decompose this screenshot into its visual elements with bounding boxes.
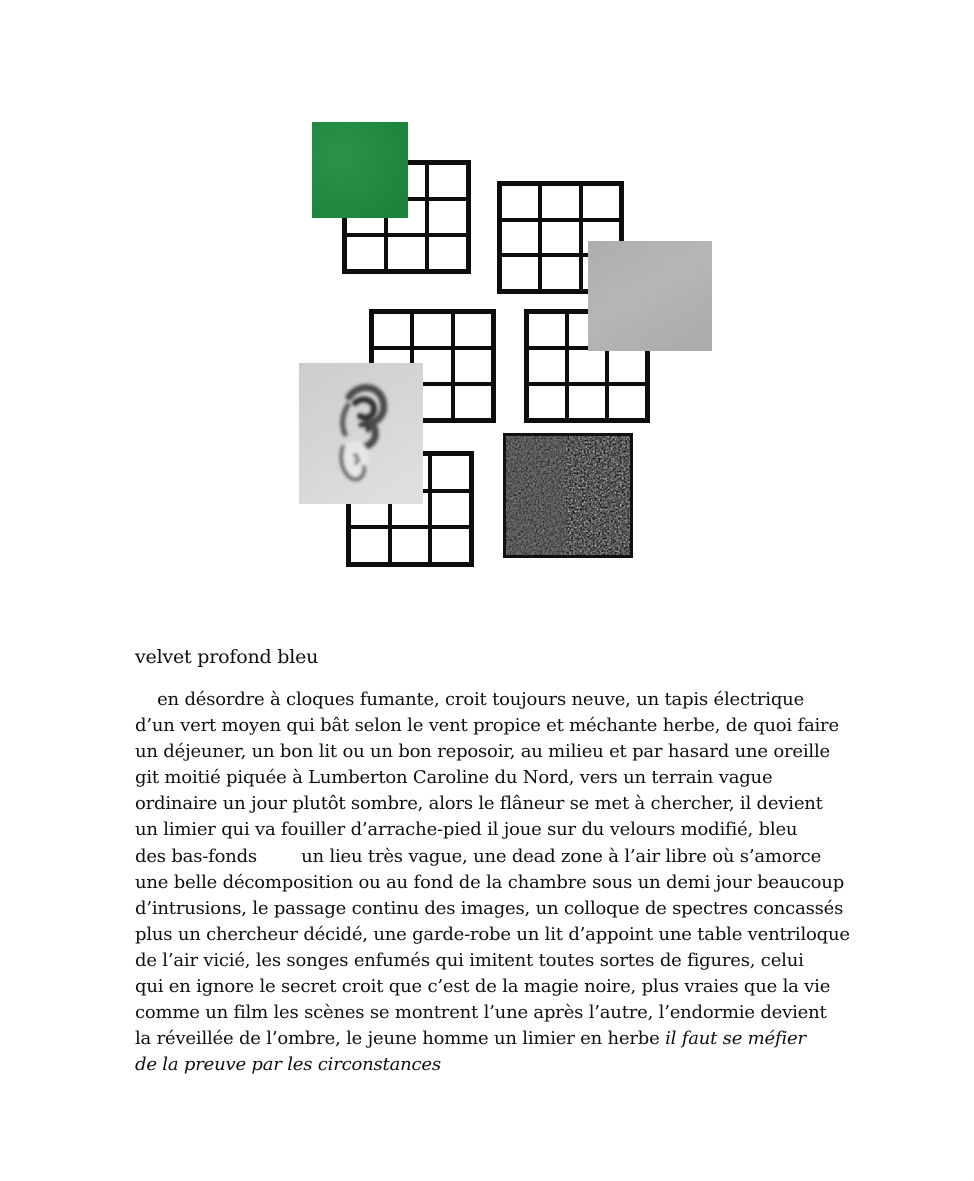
grid-cell	[455, 386, 491, 418]
poem-line: comme un film les scènes se montrent l’une après l’autre, l’endormie devient	[135, 1002, 827, 1024]
poem-block	[135, 646, 915, 1078]
poem-line: un déjeuner, un bon lit ou un bon reposoir, au milieu et par hasard une oreille	[135, 741, 830, 763]
grid-cell	[502, 186, 538, 218]
grid-cell	[429, 165, 466, 197]
poem-text	[135, 687, 915, 1078]
grid-cell	[432, 493, 469, 526]
poem-line: la réveillée de l’ombre, le jeune homme un limier en herbe il faut se méfier	[135, 1028, 806, 1050]
grid-cell	[351, 529, 388, 562]
gray-square	[588, 241, 712, 351]
grid-cell	[388, 237, 425, 269]
poem-line: de l’air vicié, les songes enfumés qui imitent toutes sortes de figures, celui	[135, 949, 804, 971]
grid-cell	[529, 386, 565, 418]
grid-cell	[414, 314, 450, 346]
poem-line: des bas-fonds un lieu très vague, une dead zone à l’air libre où s’amorce	[135, 845, 822, 867]
grid-cell	[374, 314, 410, 346]
poem-line: en désordre à cloques fumante, croit toujours neuve, un tapis électrique	[135, 689, 805, 710]
grid-cell	[502, 257, 538, 289]
grid-cell	[609, 386, 645, 418]
grid-cell	[542, 222, 578, 254]
grid-cell	[455, 314, 491, 346]
texture-photo	[503, 433, 633, 558]
grid-cell	[529, 314, 565, 346]
poem-line: d’intrusions, le passage continu des images, un colloque de spectres concassés	[135, 897, 844, 919]
grid-cell	[347, 237, 384, 269]
poem-title: velvet profond bleu	[135, 646, 319, 668]
grid-cell	[432, 456, 469, 489]
green-square	[312, 122, 408, 218]
poem-line: un limier qui va fouiller d’arrache-pied il joue sur du velours modifié, bleu	[135, 819, 798, 841]
grid-cell	[529, 350, 565, 382]
poem-line: une belle décomposition ou au fond de la chambre sous un demi jour beaucoup	[135, 871, 845, 893]
ear-photo	[299, 363, 423, 504]
grid-cell	[609, 350, 645, 382]
poem-line: ordinaire un jour plutôt sombre, alors le flâneur se met à chercher, il devient	[135, 793, 823, 815]
grid-cell	[429, 201, 466, 233]
grid-cell	[455, 350, 491, 382]
grid-cell	[542, 186, 578, 218]
grid-cell	[583, 186, 619, 218]
poem-line: plus un chercheur décidé, une garde-robe un lit d’appoint une table ventriloque	[135, 923, 850, 945]
poem-line: d’un vert moyen qui bât selon le vent propice et méchante herbe, de quoi faire	[135, 715, 839, 737]
grid-cell	[569, 386, 605, 418]
grid-cell	[569, 350, 605, 382]
poem-line: de la preuve par les circonstances	[135, 1054, 441, 1076]
poem-line: git moitié piquée à Lumberton Caroline du Nord, vers un terrain vague	[135, 767, 773, 789]
grid-cell	[392, 529, 429, 562]
grid-cell	[432, 529, 469, 562]
grid-cell	[542, 257, 578, 289]
grid-cell	[502, 222, 538, 254]
poem-line: qui en ignore le secret croit que c’est de la magie noire, plus vraies que la vie	[135, 976, 831, 998]
grid-cell	[429, 237, 466, 269]
